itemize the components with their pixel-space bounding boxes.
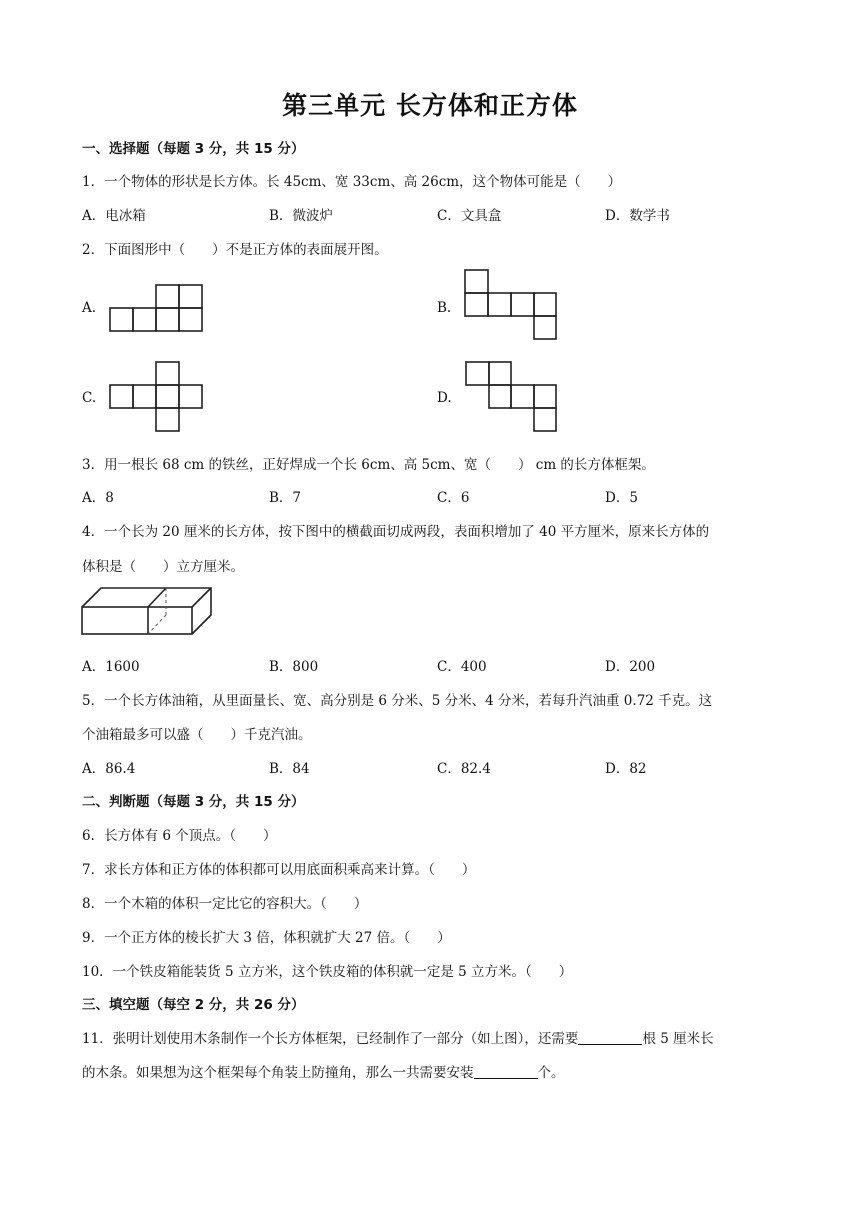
question-2: 2．下面图形中（ ）不是正方体的表面展开图。 — [82, 242, 388, 258]
q1-option-c: C．文具盒 — [437, 208, 502, 224]
section-heading-choice: 一、选择题（每题 3 分，共 15 分） — [82, 141, 305, 157]
q5-option-d: D．82 — [605, 761, 647, 777]
q4-option-d: D．200 — [605, 659, 656, 675]
q2-label-b: B. — [437, 300, 452, 316]
q11-text-3: 的木条。如果想为这个框架每个角装上防撞角，那么一共需要安装 — [82, 1065, 474, 1081]
question-8: 8．一个木箱的体积一定比它的容积大。（ ） — [82, 896, 368, 912]
q2-label-c: C. — [82, 390, 97, 406]
q1-option-d: D．数学书 — [605, 208, 670, 224]
q11-text-1: 11．张明计划使用木条制作一个长方体框架，已经制作了一部分（如上图），还需要 — [82, 1031, 579, 1047]
q5-option-b: B．84 — [269, 761, 310, 777]
question-11-line2 — [82, 1061, 565, 1081]
question-10: 10．一个铁皮箱能装货 5 立方米，这个铁皮箱的体积就一定是 5 立方米。（ ） — [82, 964, 573, 980]
q1-option-b: B．微波炉 — [269, 208, 333, 224]
q11-text-2: 根 5 厘米长 — [642, 1031, 714, 1047]
question-5-line2: 个油箱最多可以盛（ ）千克汽油。 — [82, 727, 312, 743]
q5-option-c: C．82.4 — [437, 761, 491, 777]
page-title: 第三单元 长方体和正方体 — [282, 91, 578, 120]
q5-option-a: A．86.4 — [82, 761, 136, 777]
question-6: 6．长方体有 6 个顶点。（ ） — [82, 828, 277, 844]
q3-option-c: C．6 — [437, 490, 470, 506]
q1-option-a: A．电冰箱 — [82, 208, 146, 224]
section-heading-fill: 三、填空题（每空 2 分，共 26 分） — [82, 997, 305, 1013]
q3-option-b: B．7 — [269, 490, 302, 506]
q11-text-4: 个。 — [537, 1065, 565, 1081]
q2-label-d: D. — [437, 390, 452, 406]
question-4-line2: 体积是（ ）立方厘米。 — [82, 559, 244, 575]
question-7: 7．求长方体和正方体的体积都可以用底面积乘高来计算。（ ） — [82, 862, 476, 878]
question-9: 9．一个正方体的棱长扩大 3 倍，体积就扩大 27 倍。（ ） — [82, 930, 451, 946]
question-3: 3．用一根长 68 cm 的铁丝，正好焊成一个长 6cm、高 5cm、宽（ ） cm 的长方体框架。 — [82, 457, 655, 473]
q4-option-a: A．1600 — [82, 659, 140, 675]
question-5-line1: 5．一个长方体油箱，从里面量长、宽、高分别是 6 分米、5 分米、4 分米，若每升汽油重 0.72 千克。这 — [82, 693, 713, 709]
q11-answer-blank-1[interactable] — [578, 1030, 642, 1045]
q2-label-a: A. — [82, 300, 97, 316]
q11-answer-blank-2[interactable] — [474, 1064, 538, 1079]
question-1: 1．一个物体的形状是长方体。长 45cm、宽 33cm、高 26cm，这个物体可能是（ ） — [82, 174, 622, 190]
question-4-line1: 4．一个长为 20 厘米的长方体，按下图中的横截面切成两段，表面积增加了 40 平方厘米，原来长方体的 — [82, 524, 710, 540]
question-11-line1 — [82, 1027, 714, 1047]
q4-option-b: B．800 — [269, 659, 319, 675]
q3-option-a: A．8 — [82, 490, 114, 506]
q3-option-d: D．5 — [605, 490, 638, 506]
q4-option-c: C．400 — [437, 659, 487, 675]
section-heading-judge: 二、判断题（每题 3 分，共 15 分） — [82, 794, 305, 810]
